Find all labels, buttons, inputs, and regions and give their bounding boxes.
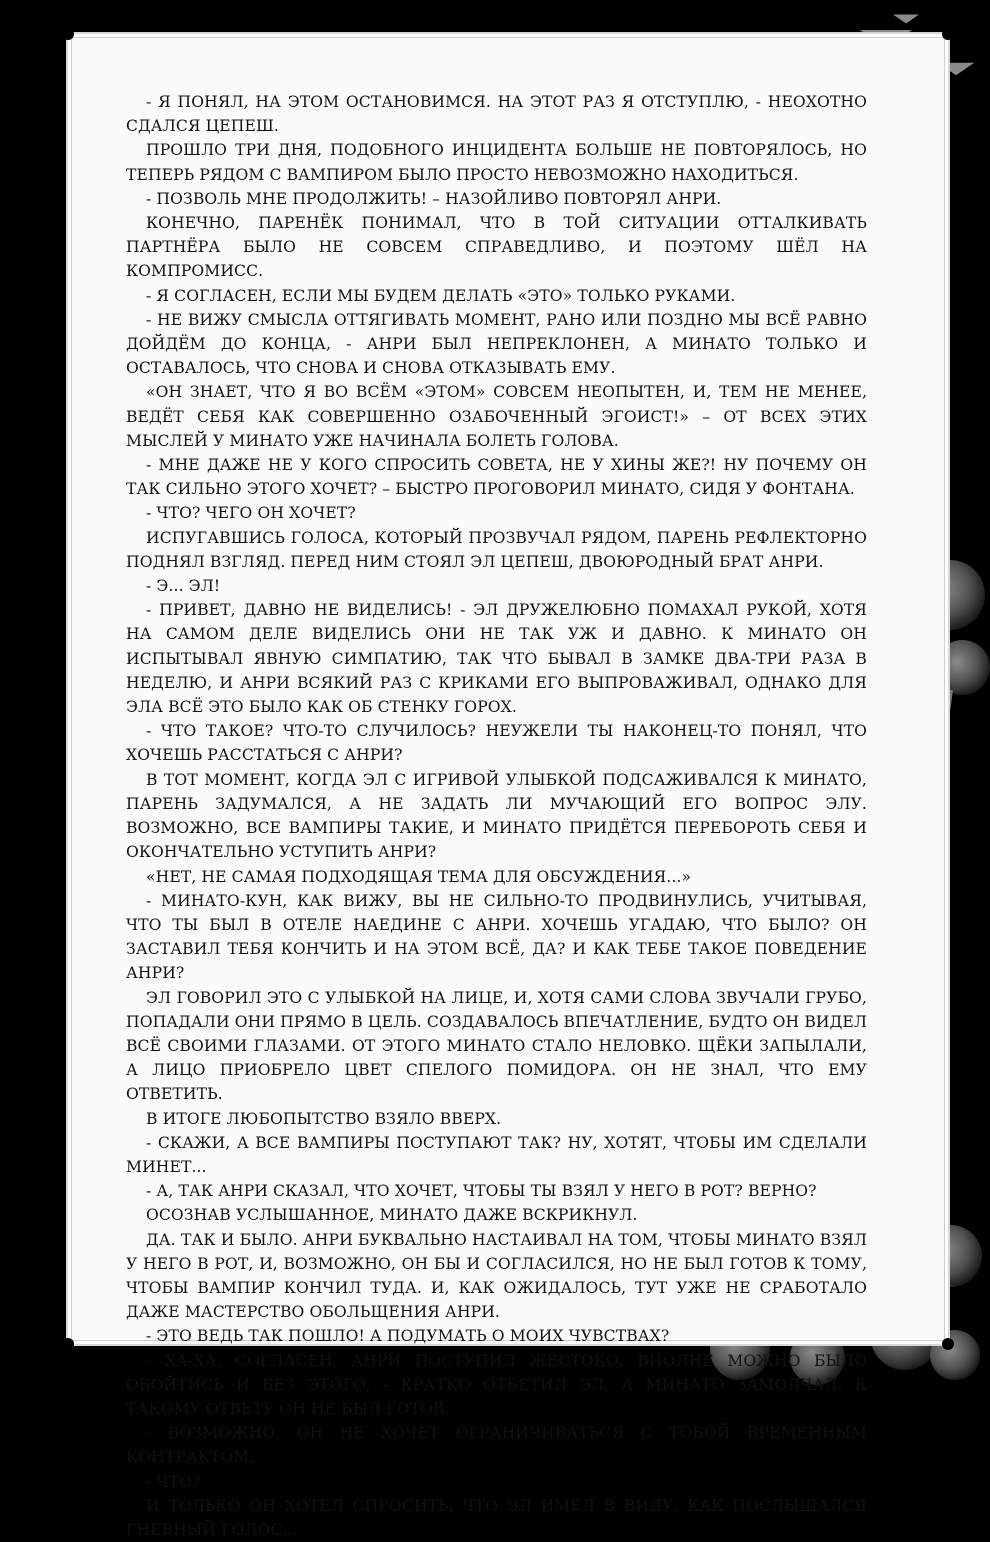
paragraph: ОСОЗНАВ УСЛЫШАННОЕ, МИНАТО ДАЖЕ ВСКРИКНУЛ. — [146, 1206, 638, 1225]
paragraph: ЭЛ ГОВОРИЛ ЭТО С УЛЫБКОЙ НА ЛИЦЕ, И, ХОТЯ САМИ СЛОВА ЗВУЧАЛИ ГРУБО, ПОПАДАЛИ ОНИ ПРЯМО В ЦЕЛЬ. СОЗДАВАЛОСЬ ВПЕЧАТЛЕНИЕ, БУДТО ОН ВИДЕЛ ВСЁ СВОИМИ ГЛАЗАМИ. ОТ ЭТОГО МИНАТО СТАЛО НЕЛОВКО. ЩЁКИ ЗАПЫЛАЛИ, А ЛИЦО ПРИОБРЕЛО ЦВЕТ СПЕЛОГО ПОМИДОРА. ОН НЕ ЗНАЛ, ЧТО ЕМУ ОТВЕТИТЬ. — [126, 988, 867, 1104]
bat-icon — [893, 15, 919, 24]
paragraph: КОНЕЧНО, ПАРЕНЁК ПОНИМАЛ, ЧТО В ТОЙ СИТУАЦИИ ОТТАЛКИВАТЬ ПАРТНЁРА БЫЛО НЕ СОВСЕМ СПРАВЕДЛИВО, И ПОЭТОМУ ШЁЛ НА КОМПРОМИСС. — [126, 214, 867, 281]
paragraph: - Я ПОНЯЛ, НА ЭТОМ ОСТАНОВИМСЯ. НА ЭТОТ РАЗ Я ОТСТУПЛЮ, - НЕОХОТНО СДАЛСЯ ЦЕПЕШ. — [126, 93, 867, 136]
paragraph: - МНЕ ДАЖЕ НЕ У КОГО СПРОСИТЬ СОВЕТА, НЕ У ХИНЫ ЖЕ?! НУ ПОЧЕМУ ОН ТАК СИЛЬНО ЭТОГО ХОЧЕТ? – БЫСТРО ПРОГОВОРИЛ МИНАТО, СИДЯ У ФОНТАНА. — [126, 456, 867, 499]
paragraph: ПРОШЛО ТРИ ДНЯ, ПОДОБНОГО ИНЦИДЕНТА БОЛЬШЕ НЕ ПОВТОРЯЛОСЬ, НО ТЕПЕРЬ РЯДОМ С ВАМПИРОМ БЫЛО ПРОСТО НЕВОЗМОЖНО НАХОДИТЬСЯ. — [126, 141, 867, 184]
paragraph: - Я СОГЛАСЕН, ЕСЛИ МЫ БУДЕМ ДЕЛАТЬ «ЭТО» ТОЛЬКО РУКАМИ. — [146, 286, 736, 305]
paragraph: - ХА-ХА, СОГЛАСЕН, АНРИ ПОСТУПИЛ ЖЕСТОКО. ВПОЛНЕ МОЖНО БЫЛО ОБОЙТИСЬ И БЕЗ ЭТОГО, - КРАТКО ОТВЕТИЛ ЭЛ, А МИНАТО ЗАМОЛЧАЛ. К ТАКОМУ ОТВЕТУ ОН НЕ БЫЛ ГОТОВ. — [126, 1351, 867, 1418]
paragraph: ИСПУГАВШИСЬ ГОЛОСА, КОТОРЫЙ ПРОЗВУЧАЛ РЯДОМ, ПАРЕНЬ РЕФЛЕКТОРНО ПОДНЯЛ ВЗГЛЯД. ПЕРЕД НИМ СТОЯЛ ЭЛ ЦЕПЕШ, ДВОЮРОДНЫЙ БРАТ АНРИ. — [126, 528, 867, 571]
paragraph: - ПРИВЕТ, ДАВНО НЕ ВИДЕЛИСЬ! - ЭЛ ДРУЖЕЛЮБНО ПОМАХАЛ РУКОЙ, ХОТЯ НА САМОМ ДЕЛЕ ВИДЕЛИСЬ ОНИ НЕ ТАК УЖ И ДАВНО. К МИНАТО ОН ИСПЫТЫВАЛ ЯВНУЮ СИМПАТИЮ, ТАК ЧТО БЫВАЛ В ЗАМКЕ ДВА-ТРИ РАЗА В НЕДЕЛЮ, И АНРИ ВСЯКИЙ РАЗ С КРИКАМИ ЕГО ВЫПРОВАЖИВАЛ, ОДНАКО ДЛЯ ЭЛА ВСЁ ЭТО БЫЛО КАК ОБ СТЕНКУ ГОРОХ. — [126, 601, 867, 717]
paragraph: - ВОЗМОЖНО, ОН НЕ ХОЧЕТ ОГРАНИЧИВАТЬСЯ С ТОБОЙ ВРЕМЕННЫМ КОНТРАКТОМ. — [126, 1424, 867, 1467]
paragraph: - ПОЗВОЛЬ МНЕ ПРОДОЛЖИТЬ! – НАЗОЙЛИВО ПОВТОРЯЛ АНРИ. — [146, 189, 722, 208]
paragraph: - ЧТО? — [146, 1472, 201, 1491]
paragraph: И ТОЛЬКО ОН ХОТЕЛ СПРОСИТЬ, ЧТО ЭЛ ИМЕЛ В ВИДУ, КАК ПОСЛЫШАЛСЯ ГНЕВНЫЙ ГОЛОС... — [126, 1496, 867, 1539]
paragraph: - ЧТО? ЧЕГО ОН ХОЧЕТ? — [146, 504, 356, 523]
paragraph: - ЭТО ВЕДЬ ТАК ПОШЛО! А ПОДУМАТЬ О МОИХ ЧУВСТВАХ? — [146, 1327, 670, 1346]
paragraph: ДА. ТАК И БЫЛО. АНРИ БУКВАЛЬНО НАСТАИВАЛ НА ТОМ, ЧТОБЫ МИНАТО ВЗЯЛ У НЕГО В РОТ, И, ВОЗМОЖНО, ОН БЫ И СОГЛАСИЛСЯ, НО НЕ БЫЛ ГОТОВ К ТОМУ, ЧТОБЫ ВАМПИР КОНЧИЛ ТУДА. И, КАК ОЖИДАЛОСЬ, ТУТ УЖЕ НЕ СРАБОТАЛО ДАЖЕ МАСТЕРСТВО ОБОЛЬЩЕНИЯ АНРИ. — [126, 1230, 867, 1322]
paragraph: - МИНАТО-КУН, КАК ВИЖУ, ВЫ НЕ СИЛЬНО-ТО ПРОДВИНУЛИСЬ, УЧИТЫВАЯ, ЧТО ТЫ БЫЛ В ОТЕЛЕ НАЕДИНЕ С АНРИ. ХОЧЕШЬ УГАДАЮ, ЧТО БЫЛО? ОН ЗАСТАВИЛ ТЕБЯ КОНЧИТЬ И НА ЭТОМ ВСЁ, ДА? И КАК ТЕБЕ ТАКОЕ ПОВЕДЕНИЕ АНРИ? — [126, 891, 867, 983]
paragraph: - А, ТАК АНРИ СКАЗАЛ, ЧТО ХОЧЕТ, ЧТОБЫ ТЫ ВЗЯЛ У НЕГО В РОТ? ВЕРНО? — [146, 1182, 817, 1201]
story-text — [126, 90, 867, 1542]
paragraph: В ИТОГЕ ЛЮБОПЫТСТВО ВЗЯЛО ВВЕРХ. — [146, 1109, 502, 1128]
paragraph: - Э... ЭЛ! — [146, 577, 221, 596]
paragraph: «НЕТ, НЕ САМАЯ ПОДХОДЯЩАЯ ТЕМА ДЛЯ ОБСУЖДЕНИЯ...» — [146, 867, 692, 886]
paragraph: «ОН ЗНАЕТ, ЧТО Я ВО ВСЁМ «ЭТОМ» СОВСЕМ НЕОПЫТЕН, И, ТЕМ НЕ МЕНЕЕ, ВЕДЁТ СЕБЯ КАК СОВЕРШЕННО ОЗАБОЧЕННЫЙ ЭГОИСТ!» – ОТ ВСЕХ ЭТИХ МЫСЛЕЙ У МИНАТО УЖЕ НАЧИНАЛА БОЛЕТЬ ГОЛОВА. — [126, 383, 867, 450]
paragraph: - НЕ ВИЖУ СМЫСЛА ОТТЯГИВАТЬ МОМЕНТ, РАНО ИЛИ ПОЗДНО МЫ ВСЁ РАВНО ДОЙДЁМ ДО КОНЦА, - АНРИ БЫЛ НЕПРЕКЛОНЕН, А МИНАТО ТОЛЬКО И ОСТАВАЛОСЬ, ЧТО СНОВА И СНОВА ОТКАЗЫВАТЬ ЕМУ. — [126, 310, 867, 378]
paragraph: В ТОТ МОМЕНТ, КОГДА ЭЛ С ИГРИВОЙ УЛЫБКОЙ ПОДСАЖИВАЛСЯ К МИНАТО, ПАРЕНЬ ЗАДУМАЛСЯ, А НЕ ЗАДАТЬ ЛИ МУЧАЮЩИЙ ЕГО ВОПРОС ЭЛУ. ВОЗМОЖНО, ВСЕ ВАМПИРЫ ТАКИЕ, И МИНАТО ПРИДЁТСЯ ПЕРЕБОРОТЬ СЕБЯ И ОКОНЧАТЕЛЬНО УСТУПИТЬ АНРИ? — [126, 770, 867, 862]
paragraph: - ЧТО ТАКОЕ? ЧТО-ТО СЛУЧИЛОСЬ? НЕУЖЕЛИ ТЫ НАКОНЕЦ-ТО ПОНЯЛ, ЧТО ХОЧЕШЬ РАССТАТЬСЯ С АНРИ? — [126, 722, 867, 765]
paragraph: - СКАЖИ, А ВСЕ ВАМПИРЫ ПОСТУПАЮТ ТАК? НУ, ХОТЯТ, ЧТОБЫ ИМ СДЕЛАЛИ МИНЕТ... — [126, 1133, 867, 1176]
